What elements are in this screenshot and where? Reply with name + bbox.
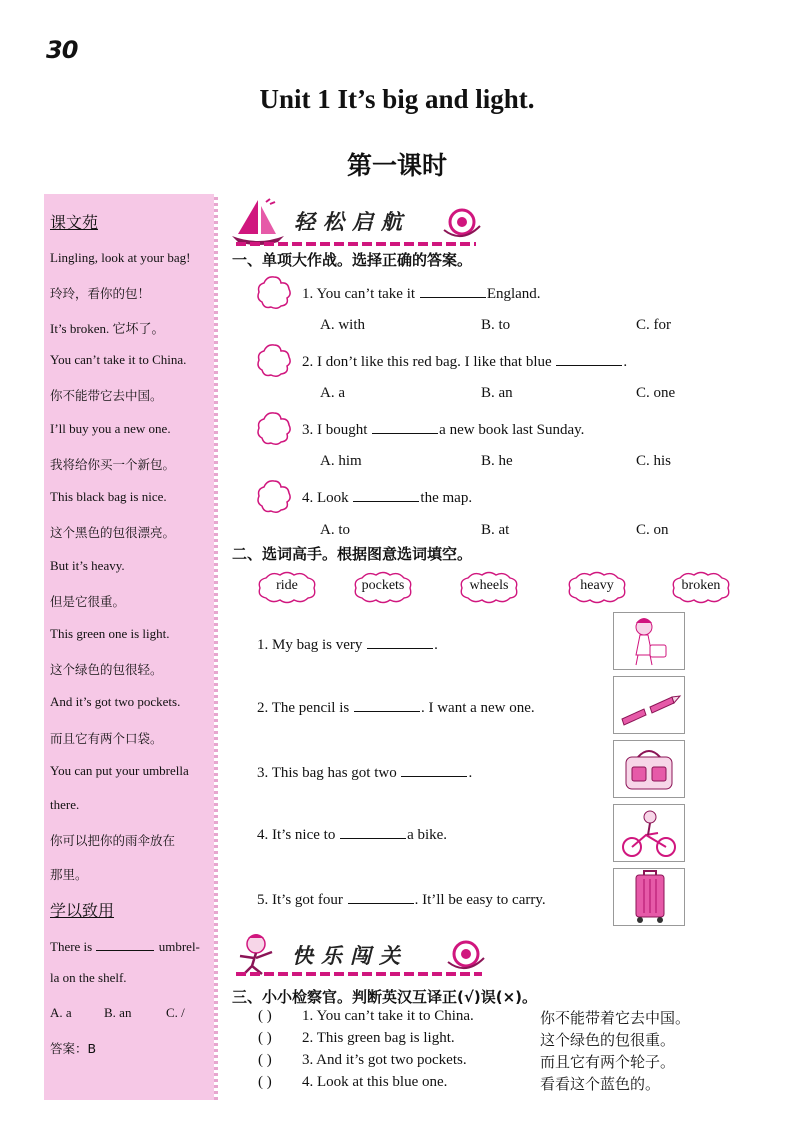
word-text: ride — [276, 578, 298, 593]
flower-marker-icon — [256, 478, 292, 514]
broken-pencil-image — [613, 676, 685, 734]
lesson-subtitle: 第一课时 — [346, 151, 447, 180]
flower-marker-icon — [256, 274, 292, 310]
sentence-text: . — [468, 765, 473, 781]
sidebar — [44, 194, 218, 1100]
sidebar-exercise-post: umbrel- — [158, 939, 200, 954]
sidebar-line: I’ll buy you a new one. — [50, 421, 171, 436]
sidebar-exercise-pre: There is — [50, 939, 93, 954]
sidebar-exercise-line: la on the shelf. — [50, 970, 127, 985]
answer-blank[interactable] — [354, 697, 420, 712]
sidebar-line: This green one is light. — [50, 626, 170, 641]
option-c[interactable]: C. on — [636, 522, 669, 538]
judge-chinese: 这个绿色的包很重。 — [540, 1031, 676, 1049]
sidebar-line: 那里。 — [50, 867, 88, 882]
fill-sentence-1 — [257, 634, 438, 654]
banner-underline — [236, 972, 482, 976]
word-text: heavy — [580, 578, 614, 593]
sidebar-line: 玲玲，看你的包！ — [50, 286, 151, 301]
judge-bracket[interactable]: ( ) — [258, 1030, 272, 1046]
answer-blank[interactable] — [420, 283, 486, 298]
sidebar-line: 我将给你买一个新包。 — [50, 457, 176, 472]
option-b[interactable]: B. at — [481, 522, 510, 538]
judge-chinese: 而且它有两个轮子。 — [540, 1053, 676, 1071]
option-a[interactable]: A. with — [320, 317, 365, 333]
sidebar-line: 你不能带它去中国。 — [50, 388, 163, 403]
sidebar-line: You can’t take it to China. — [50, 352, 187, 367]
sailboat-icon — [228, 196, 288, 248]
sidebar-exercise-line — [50, 936, 215, 955]
word-choice-wheels[interactable] — [458, 570, 520, 604]
girl-bag-icon — [614, 613, 684, 669]
page-title: Unit 1 It’s big and light. — [259, 84, 535, 114]
question-text: 4. Look — [302, 490, 349, 506]
sentence-text: 3. This bag has got two — [257, 765, 397, 781]
sidebar-line: It’s broken. 它坏了。 — [50, 321, 165, 336]
judge-bracket[interactable]: ( ) — [258, 1052, 272, 1068]
question-text: . — [623, 354, 628, 370]
suitcase-icon — [614, 869, 684, 925]
question-text: a new book last Sunday. — [439, 422, 585, 438]
question-3 — [302, 419, 584, 439]
judge-english: 3. And it’s got two pockets. — [302, 1052, 467, 1068]
banner-title: 轻松启航 — [294, 210, 410, 234]
question-text: the map. — [420, 490, 473, 506]
question-text: 2. I don’t like this red bag. I like that blue — [302, 354, 552, 370]
option-a[interactable]: A. him — [320, 453, 362, 469]
decorative-swirl-icon — [440, 200, 484, 244]
answer-blank[interactable] — [340, 824, 406, 839]
pencil-icon — [614, 677, 684, 733]
word-choice-heavy[interactable] — [566, 570, 628, 604]
option-c[interactable]: C. one — [636, 385, 676, 401]
option-c[interactable]: C. his — [636, 453, 672, 469]
sentence-text: . I want a new one. — [420, 700, 535, 716]
option-a[interactable]: A. to — [320, 522, 350, 538]
sidebar-line: 这个绿色的包很轻。 — [50, 662, 163, 677]
question-2 — [302, 351, 627, 371]
judge-english: 4. Look at this blue one. — [302, 1074, 448, 1090]
section-banner-challenge — [232, 930, 492, 978]
judge-bracket[interactable]: ( ) — [258, 1008, 272, 1024]
fill-sentence-5 — [257, 889, 546, 909]
running-child-icon — [232, 930, 284, 978]
flower-marker-icon — [256, 410, 292, 446]
sidebar-line: 而且它有两个口袋。 — [50, 731, 163, 746]
bike-icon — [614, 805, 684, 861]
sidebar-line: And it’s got two pockets. — [50, 694, 181, 709]
fill-sentence-4 — [257, 824, 447, 844]
boy-riding-bike-image — [613, 804, 685, 862]
option-c[interactable]: C. for — [636, 317, 671, 333]
sidebar-heading-practice: 学以致用 — [50, 901, 115, 920]
sidebar-line: 但是它很重。 — [50, 594, 126, 609]
answer-blank[interactable] — [367, 634, 433, 649]
sidebar-line: This black bag is nice. — [50, 489, 167, 504]
sidebar-line: You can put your umbrella — [50, 763, 189, 778]
judge-english: 2. This green bag is light. — [302, 1030, 455, 1046]
judge-english: 1. You can’t take it to China. — [302, 1008, 474, 1024]
judge-chinese: 你不能带着它去中国。 — [540, 1009, 691, 1027]
sentence-text: 2. The pencil is — [257, 700, 350, 716]
flower-marker-icon — [256, 342, 292, 378]
section-banner-start — [228, 196, 488, 248]
fill-sentence-3 — [257, 762, 472, 782]
section3-heading: 三、小小检察官。判断英汉互译正(√)误(×)。 — [232, 988, 537, 1006]
question-4 — [302, 487, 472, 507]
decorative-swirl-icon — [444, 932, 488, 976]
word-choice-ride[interactable] — [256, 570, 318, 604]
wheeled-suitcase-image — [613, 868, 685, 926]
judge-bracket[interactable]: ( ) — [258, 1074, 272, 1090]
option-b[interactable]: B. he — [481, 453, 513, 469]
sidebar-line: 这个黑色的包很漂亮。 — [50, 525, 176, 540]
fill-sentence-2 — [257, 697, 535, 717]
sidebar-line: there. — [50, 797, 80, 812]
question-text: 3. I bought — [302, 422, 368, 438]
banner-title: 快乐闯关 — [292, 944, 408, 968]
sidebar-answer: 答案：B — [50, 1041, 97, 1056]
option-b[interactable]: B. to — [481, 317, 511, 333]
sentence-text: 4. It’s nice to — [257, 827, 336, 843]
sidebar-line: But it’s heavy. — [50, 558, 125, 573]
sidebar-heading-text: 课文苑 — [50, 213, 99, 232]
sentence-text: 5. It’s got four — [257, 892, 343, 908]
word-choice-broken[interactable] — [670, 570, 732, 604]
sentence-text: 1. My bag is very — [257, 637, 363, 653]
option-a[interactable]: A. a — [320, 385, 345, 401]
word-text: wheels — [469, 578, 509, 593]
sentence-text: . — [434, 637, 438, 653]
bag-icon — [614, 741, 684, 797]
sidebar-line: 你可以把你的雨伞放在 — [50, 833, 176, 848]
sidebar-option-b: B. an — [104, 1005, 132, 1020]
sentence-text: a bike. — [407, 827, 448, 843]
answer-blank[interactable] — [348, 889, 414, 904]
sidebar-exercise-blank[interactable] — [96, 936, 154, 951]
sidebar-option-a: A. a — [50, 1005, 72, 1020]
section1-heading: 一、单项大作战。选择正确的答案。 — [232, 251, 473, 269]
sidebar-option-c: C. / — [166, 1005, 185, 1020]
question-text: 1. You can’t take it — [302, 286, 416, 302]
sidebar-line: Lingling, look at your bag! — [50, 250, 191, 265]
sentence-text: . It’ll be easy to carry. — [414, 892, 546, 908]
banner-underline — [236, 242, 476, 246]
section2-heading: 二、选词高手。根据图意选词填空。 — [232, 545, 473, 563]
word-text: pockets — [361, 578, 405, 593]
word-text: broken — [681, 578, 721, 593]
option-b[interactable]: B. an — [481, 385, 513, 401]
answer-blank[interactable] — [353, 487, 419, 502]
word-choice-pockets[interactable] — [352, 570, 414, 604]
question-text: England. — [486, 286, 541, 302]
question-1 — [302, 283, 541, 303]
bag-with-pockets-image — [613, 740, 685, 798]
answer-blank[interactable] — [372, 419, 438, 434]
girl-with-heavy-bag-image — [613, 612, 685, 670]
answer-blank[interactable] — [401, 762, 467, 777]
judge-chinese: 看看这个蓝色的。 — [540, 1075, 661, 1093]
answer-blank[interactable] — [556, 351, 622, 366]
page-number: 30 — [46, 36, 78, 64]
